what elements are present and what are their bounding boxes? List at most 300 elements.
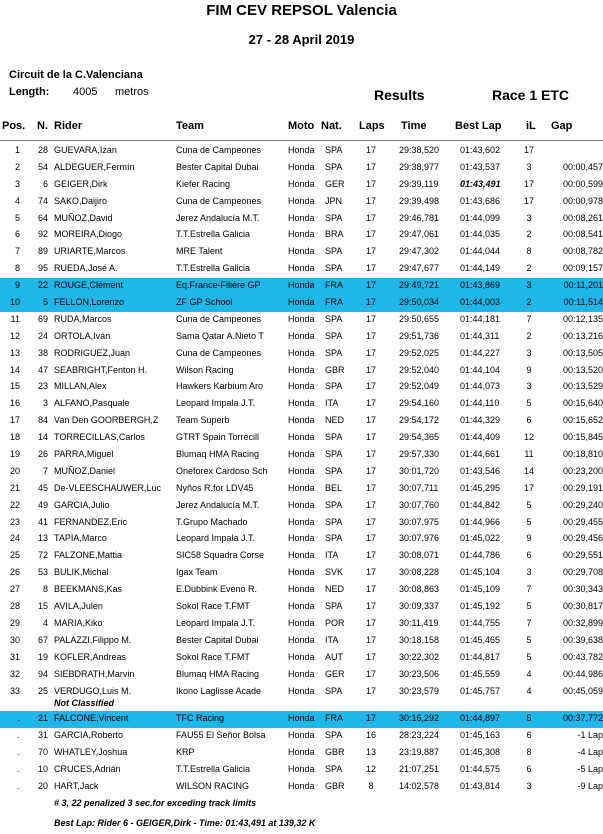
cell-time: 29:54,365 <box>399 432 440 443</box>
cell-il: 17 <box>523 195 534 206</box>
table-row <box>0 295 603 312</box>
cell-time: 30:07,976 <box>399 533 440 544</box>
cell-nat: AUT <box>325 651 343 662</box>
not-classified-label: Not Classified <box>54 698 115 708</box>
cell-best: 01:45,109 <box>460 584 501 595</box>
cell-rider: BULIK,Michal <box>54 567 109 578</box>
table-row <box>0 565 603 582</box>
cell-team: Leopard Impala J.T. <box>176 398 256 409</box>
cell-num: 41 <box>37 516 48 527</box>
cell-pos: 27 <box>9 584 20 595</box>
cell-rider: CRUCES,Adrián <box>54 763 121 774</box>
cell-num: 47 <box>37 364 48 375</box>
cell-time: 30:07,760 <box>399 499 440 510</box>
cell-team: E.Dubbink Eveno R. <box>176 584 258 595</box>
cell-pos: . <box>17 729 20 740</box>
cell-rider: URIARTE,Marcos <box>54 246 126 257</box>
cell-pos: . <box>17 746 20 757</box>
cell-team: ZF GP School <box>176 297 233 308</box>
cell-team: Jerez Andalucía M.T. <box>176 499 260 510</box>
best-lap-summary: Best Lap: Rider 6 - GEIGER,Dirk - Time: 01:43,491 at 139,32 K <box>54 818 316 828</box>
cell-num: 25 <box>37 685 48 696</box>
cell-gap: 00:11,201 <box>563 280 603 291</box>
cell-best: 01:44,003 <box>460 297 501 308</box>
cell-num: 89 <box>37 246 48 257</box>
table-row <box>0 582 603 599</box>
cell-gap: -4 Lap <box>577 746 603 757</box>
cell-nat: SPA <box>325 212 343 223</box>
cell-pos: 2 <box>14 161 20 172</box>
cell-time: 29:47,302 <box>399 246 440 257</box>
cell-gap: 00:13,520 <box>562 364 603 375</box>
cell-time: 30:16,292 <box>399 713 440 723</box>
table-row <box>0 762 603 779</box>
event-title: FIM CEV REPSOL Valencia <box>206 2 397 19</box>
cell-rider: De-VLEESCHAUWER,Luc <box>54 482 162 493</box>
cell-laps: 17 <box>365 482 376 493</box>
cell-rider: RODRIGUEZ,Juan <box>54 347 131 358</box>
cell-gap: 00:00,599 <box>562 178 603 189</box>
cell-nat: FRA <box>325 297 343 308</box>
cell-team: T.Grupo Machado <box>176 516 248 527</box>
cell-nat: SPA <box>325 449 343 460</box>
cell-pos: 11 <box>10 313 20 324</box>
cell-gap: -1 Lap <box>577 729 603 740</box>
cell-pos: 6 <box>14 229 20 240</box>
cell-nat: SVK <box>325 567 344 578</box>
cell-gap: -9 Lap <box>577 780 603 791</box>
cell-rider: RUDA,Marcos <box>54 313 112 324</box>
table-row <box>0 616 603 633</box>
cell-gap: 00:18,810 <box>562 449 603 460</box>
cell-best: 01:44,786 <box>460 550 501 561</box>
table-row <box>0 650 603 667</box>
cell-il: 12 <box>523 432 534 443</box>
table-row <box>0 515 603 532</box>
length-unit: metros <box>115 86 149 98</box>
cell-num: 13 <box>37 533 48 544</box>
cell-laps: 17 <box>365 499 376 510</box>
cell-best: 01:43,814 <box>460 780 501 791</box>
table-row <box>0 379 603 396</box>
cell-team: T.T.Estrella Galicia <box>176 263 251 274</box>
cell-num: 24 <box>37 330 48 341</box>
cell-nat: BRA <box>325 229 344 240</box>
cell-time: 29:52,040 <box>399 364 440 375</box>
cell-moto: Honda <box>288 398 315 409</box>
cell-moto: Honda <box>288 601 315 612</box>
cell-gap: 00:00,457 <box>562 161 603 172</box>
cell-moto: Honda <box>288 465 315 476</box>
cell-gap: 00:00,978 <box>562 195 603 206</box>
cell-moto: Honda <box>288 713 315 723</box>
cell-gap: 00:08,541 <box>562 229 603 240</box>
table-row <box>0 498 603 515</box>
cell-pos: 5 <box>14 212 20 223</box>
cell-best: 01:44,044 <box>460 246 501 257</box>
cell-rider: SEABRIGHT,Fenton H. <box>54 364 148 375</box>
cell-best: 01:44,842 <box>460 499 501 510</box>
cell-laps: 17 <box>365 330 376 341</box>
cell-time: 29:51,736 <box>399 330 440 341</box>
cell-num: 21 <box>37 713 48 723</box>
cell-time: 30:11,419 <box>399 617 439 628</box>
cell-rider: GARCIA,Julio <box>54 499 110 510</box>
cell-laps: 17 <box>365 449 376 460</box>
cell-moto: Honda <box>288 668 315 679</box>
cell-rider: AVILA,Julen <box>54 601 103 612</box>
cell-pos: 12 <box>9 330 20 341</box>
cell-laps: 17 <box>365 601 376 612</box>
cell-team: Kiefer Racing <box>176 178 231 189</box>
cell-il: 3 <box>526 347 532 358</box>
cell-team: Team Superb <box>176 415 230 426</box>
table-row <box>0 312 603 329</box>
cell-moto: Honda <box>288 195 315 206</box>
col-team: Team <box>176 120 204 132</box>
col-time: Time <box>401 120 427 132</box>
cell-num: 6 <box>42 178 48 189</box>
cell-laps: 17 <box>365 516 376 527</box>
cell-time: 29:50,655 <box>399 313 440 324</box>
table-row <box>0 633 603 650</box>
cell-best: 01:44,149 <box>460 263 501 274</box>
cell-time: 28:23,224 <box>399 729 440 740</box>
cell-pos: 1 <box>14 145 20 155</box>
cell-il: 7 <box>526 617 532 628</box>
cell-time: 29:39,498 <box>399 195 440 206</box>
cell-rider: VERDUGO,Luis M. <box>54 685 132 696</box>
cell-moto: Honda <box>288 617 315 628</box>
cell-pos: . <box>17 763 20 774</box>
cell-moto: Honda <box>288 178 315 189</box>
cell-moto: Honda <box>288 280 315 291</box>
cell-pos: 24 <box>9 533 20 544</box>
cell-num: 31 <box>37 729 48 740</box>
cell-num: 38 <box>37 347 48 358</box>
col-nat: Nat. <box>321 120 342 132</box>
cell-laps: 17 <box>365 634 376 645</box>
cell-rider: PARRA,Miguel <box>54 449 114 460</box>
table-row <box>0 363 603 380</box>
cell-time: 29:54,172 <box>399 415 440 426</box>
cell-time: 30:07,711 <box>399 482 439 493</box>
cell-laps: 17 <box>365 567 376 578</box>
cell-moto: Honda <box>288 330 315 341</box>
table-row <box>0 227 603 244</box>
cell-laps: 17 <box>365 280 376 291</box>
cell-moto: Honda <box>288 347 315 358</box>
cell-il: 6 <box>526 550 532 561</box>
cell-pos: 13 <box>9 347 20 358</box>
table-row <box>0 745 603 762</box>
table-row <box>0 667 603 684</box>
cell-laps: 17 <box>365 246 376 257</box>
cell-best: 01:43,537 <box>460 161 501 172</box>
race-label: Race 1 ETC <box>492 87 570 103</box>
cell-gap: 00:15,640 <box>562 398 603 409</box>
event-dates: 27 - 28 April 2019 <box>248 32 355 47</box>
cell-pos: 23 <box>9 516 20 527</box>
cell-gap: 00:30,343 <box>562 584 603 595</box>
cell-nat: SPA <box>325 499 343 510</box>
cell-gap: 00:44,986 <box>562 668 603 679</box>
cell-time: 30:18,158 <box>399 634 440 645</box>
cell-num: 67 <box>37 634 48 645</box>
cell-rider: GEIGER,Dirk <box>54 178 108 189</box>
table-row <box>0 211 603 228</box>
cell-rider: FERNANDEZ,Eric <box>54 516 128 527</box>
cell-rider: MUÑOZ,David <box>54 212 113 223</box>
cell-team: WILSON RACING <box>176 780 250 791</box>
cell-team: Blumaq HMA Racing <box>176 449 260 460</box>
cell-pos: 25 <box>9 550 20 561</box>
cell-gap: 00:29,455 <box>562 516 603 527</box>
cell-gap: 00:45,059 <box>562 685 603 696</box>
cell-il: 14 <box>523 465 534 476</box>
table-row <box>0 413 603 430</box>
cell-num: 72 <box>37 550 48 561</box>
cell-moto: Honda <box>288 516 315 527</box>
cell-nat: POR <box>325 617 345 628</box>
cell-gap: 00:13,505 <box>562 347 603 358</box>
cell-team: Cuna de Campeones <box>176 347 262 358</box>
cell-il: 2 <box>526 297 532 308</box>
cell-il: 3 <box>526 280 532 291</box>
cell-moto: Honda <box>288 482 315 493</box>
cell-il: 6 <box>526 763 532 774</box>
cell-nat: GBR <box>325 746 345 757</box>
cell-rider: PALAZZI,Filippo M. <box>54 634 132 645</box>
cell-il: 5 <box>526 634 532 645</box>
table-row <box>0 194 603 211</box>
table-row <box>0 177 603 194</box>
cell-nat: ITA <box>325 550 339 561</box>
cell-time: 30:07,975 <box>399 516 440 527</box>
cell-time: 29:38,520 <box>399 145 440 155</box>
cell-moto: Honda <box>288 212 315 223</box>
cell-rider: ALFANO,Pasquale <box>54 398 130 409</box>
table-row <box>0 548 603 565</box>
cell-time: 29:57,330 <box>399 449 440 460</box>
cell-moto: Honda <box>288 780 315 791</box>
cell-best: 01:44,575 <box>460 763 501 774</box>
not-classified-table <box>0 711 603 795</box>
cell-gap: 00:43,782 <box>562 651 603 662</box>
cell-moto: Honda <box>288 685 315 696</box>
cell-team: Sokol Race T.FMT <box>176 601 250 612</box>
cell-moto: Honda <box>288 634 315 645</box>
cell-moto: Honda <box>288 550 315 561</box>
cell-num: 94 <box>37 668 48 679</box>
cell-laps: 17 <box>365 364 376 375</box>
cell-rider: GARCIA,Roberto <box>54 729 124 740</box>
cell-moto: Honda <box>288 499 315 510</box>
cell-gap: -5 Lap <box>577 763 603 774</box>
cell-num: 28 <box>37 145 48 155</box>
cell-num: 10 <box>37 763 48 774</box>
cell-rider: FELLON,Lorenzo <box>54 297 125 308</box>
cell-rider: TORRECILLAS,Carlos <box>54 432 145 443</box>
cell-il: 5 <box>526 516 532 527</box>
cell-pos: 7 <box>14 246 20 257</box>
cell-moto: Honda <box>288 229 315 240</box>
cell-best: 01:44,073 <box>460 381 501 392</box>
cell-il: 4 <box>526 668 532 679</box>
cell-rider: ROUGE,Clément <box>54 280 124 291</box>
cell-laps: 17 <box>365 432 376 443</box>
cell-laps: 17 <box>365 713 376 723</box>
cell-rider: GUEVARA,Izan <box>54 145 117 155</box>
cell-nat: SPA <box>325 432 343 443</box>
cell-num: 53 <box>37 567 48 578</box>
cell-rider: SAKO,Daijiro <box>54 195 108 206</box>
cell-moto: Honda <box>288 297 315 308</box>
cell-best: 01:44,227 <box>460 347 501 358</box>
cell-time: 29:47,061 <box>399 229 440 240</box>
cell-laps: 17 <box>365 668 376 679</box>
cell-gap: 00:29,191 <box>562 482 603 493</box>
cell-best: 01:44,104 <box>460 364 501 375</box>
cell-nat: FRA <box>325 713 343 723</box>
cell-il: 3 <box>526 161 532 172</box>
cell-gap: 00:08,782 <box>562 246 603 257</box>
cell-laps: 8 <box>368 780 374 791</box>
circuit-name: Circuit de la C.Valenciana <box>9 69 143 81</box>
cell-best: 01:44,110 <box>460 398 500 409</box>
cell-laps: 17 <box>365 550 376 561</box>
col-moto: Moto <box>288 120 315 132</box>
cell-laps: 17 <box>365 584 376 595</box>
table-row <box>0 464 603 481</box>
cell-num: 19 <box>37 651 48 662</box>
cell-best: 01:44,329 <box>460 415 501 426</box>
cell-num: 74 <box>37 195 48 206</box>
cell-nat: SPA <box>325 145 343 155</box>
cell-time: 29:52,025 <box>399 347 440 358</box>
cell-laps: 13 <box>365 746 376 757</box>
cell-pos: 22 <box>9 499 20 510</box>
cell-gap: 00:09,157 <box>562 263 603 274</box>
cell-time: 30:23,506 <box>399 668 440 679</box>
cell-moto: Honda <box>288 763 315 774</box>
cell-team: Sokol Race T.FMT <box>176 651 250 662</box>
cell-team: Blumaq HMA Racing <box>176 668 260 679</box>
cell-moto: Honda <box>288 364 315 375</box>
cell-nat: SPA <box>325 533 343 544</box>
cell-team: T.T.Estrella Galicia <box>176 229 251 240</box>
cell-il: 7 <box>526 313 532 324</box>
cell-num: 95 <box>37 263 48 274</box>
cell-rider: MUÑOZ,Daniel <box>54 465 116 476</box>
cell-gap: 00:39,638 <box>562 634 603 645</box>
cell-laps: 17 <box>365 263 376 274</box>
cell-best: 01:45,465 <box>460 634 501 645</box>
cell-best: 01:45,308 <box>460 746 501 757</box>
cell-gap: 00:37,772 <box>562 713 603 723</box>
cell-il: 8 <box>526 246 532 257</box>
cell-nat: BEL <box>325 482 343 493</box>
cell-nat: ITA <box>325 398 339 409</box>
cell-laps: 17 <box>365 415 376 426</box>
table-row <box>0 728 603 745</box>
table-row <box>0 531 603 548</box>
cell-team: Eq.France-Filière GP <box>176 280 261 291</box>
cell-team: Bester Capital Dubai <box>176 161 259 172</box>
cell-num: 70 <box>37 746 48 757</box>
cell-rider: TAPIA,Marco <box>54 533 107 544</box>
cell-best: 01:44,966 <box>460 516 501 527</box>
cell-rider: RUEDA,José A. <box>54 263 118 274</box>
cell-rider: WHATLEY,Joshua <box>54 746 128 757</box>
cell-pos: 8 <box>14 263 20 274</box>
cell-moto: Honda <box>288 313 315 324</box>
cell-moto: Honda <box>288 729 315 740</box>
cell-nat: SPA <box>325 763 343 774</box>
cell-best: 01:45,757 <box>460 685 501 696</box>
cell-best: 01:44,099 <box>460 212 501 223</box>
cell-num: 3 <box>42 398 48 409</box>
cell-rider: FALZONE,Mattia <box>54 550 123 561</box>
table-row <box>0 430 603 447</box>
cell-num: 45 <box>37 482 48 493</box>
cell-nat: GER <box>325 178 345 189</box>
table-row <box>0 261 603 278</box>
cell-team: Leopard Impala J.T. <box>176 617 256 628</box>
cell-gap: 00:08,261 <box>562 212 603 223</box>
cell-num: 22 <box>37 280 48 291</box>
cell-rider: ORTOLA,Iván <box>54 330 111 341</box>
cell-best: 01:45,192 <box>460 601 501 612</box>
cell-team: Sama Qatar A.Nieto T <box>176 330 264 341</box>
cell-best: 01:44,181 <box>460 313 501 324</box>
cell-best: 01:43,602 <box>460 145 501 155</box>
cell-gap: 00:15,845 <box>562 432 603 443</box>
cell-team: Wilson Racing <box>176 364 234 375</box>
cell-il: 8 <box>526 746 532 757</box>
cell-il: 6 <box>526 729 532 740</box>
cell-nat: SPA <box>325 516 343 527</box>
col-rider: Rider <box>54 120 83 132</box>
cell-il: 17 <box>523 482 534 493</box>
cell-pos: 29 <box>9 617 20 628</box>
cell-pos: 3 <box>14 178 20 189</box>
cell-best: 01:44,661 <box>460 449 501 460</box>
cell-gap: 00:29,551 <box>562 550 603 561</box>
cell-team: KRP <box>176 746 195 757</box>
cell-nat: SPA <box>325 347 343 358</box>
table-row <box>0 278 603 295</box>
cell-il: 17 <box>523 178 534 189</box>
cell-time: 30:09,337 <box>399 601 440 612</box>
col-num: N. <box>37 120 48 132</box>
cell-moto: Honda <box>288 246 315 257</box>
cell-rider: MARIA,Kiko <box>54 617 103 628</box>
cell-pos: 10 <box>9 297 20 308</box>
cell-moto: Honda <box>288 449 315 460</box>
cell-rider: ALDEGUER,Fermín <box>54 161 135 172</box>
cell-il: 2 <box>526 229 532 240</box>
cell-moto: Honda <box>288 415 315 426</box>
cell-il: 11 <box>524 449 534 460</box>
cell-team: Cuna de Campeones <box>176 313 262 324</box>
cell-rider: FALCONE,Vincent <box>54 713 129 723</box>
cell-num: 54 <box>37 161 48 172</box>
cell-num: 7 <box>42 465 48 476</box>
cell-best: 01:44,409 <box>460 432 501 443</box>
table-row <box>0 447 603 464</box>
table-row <box>0 244 603 261</box>
